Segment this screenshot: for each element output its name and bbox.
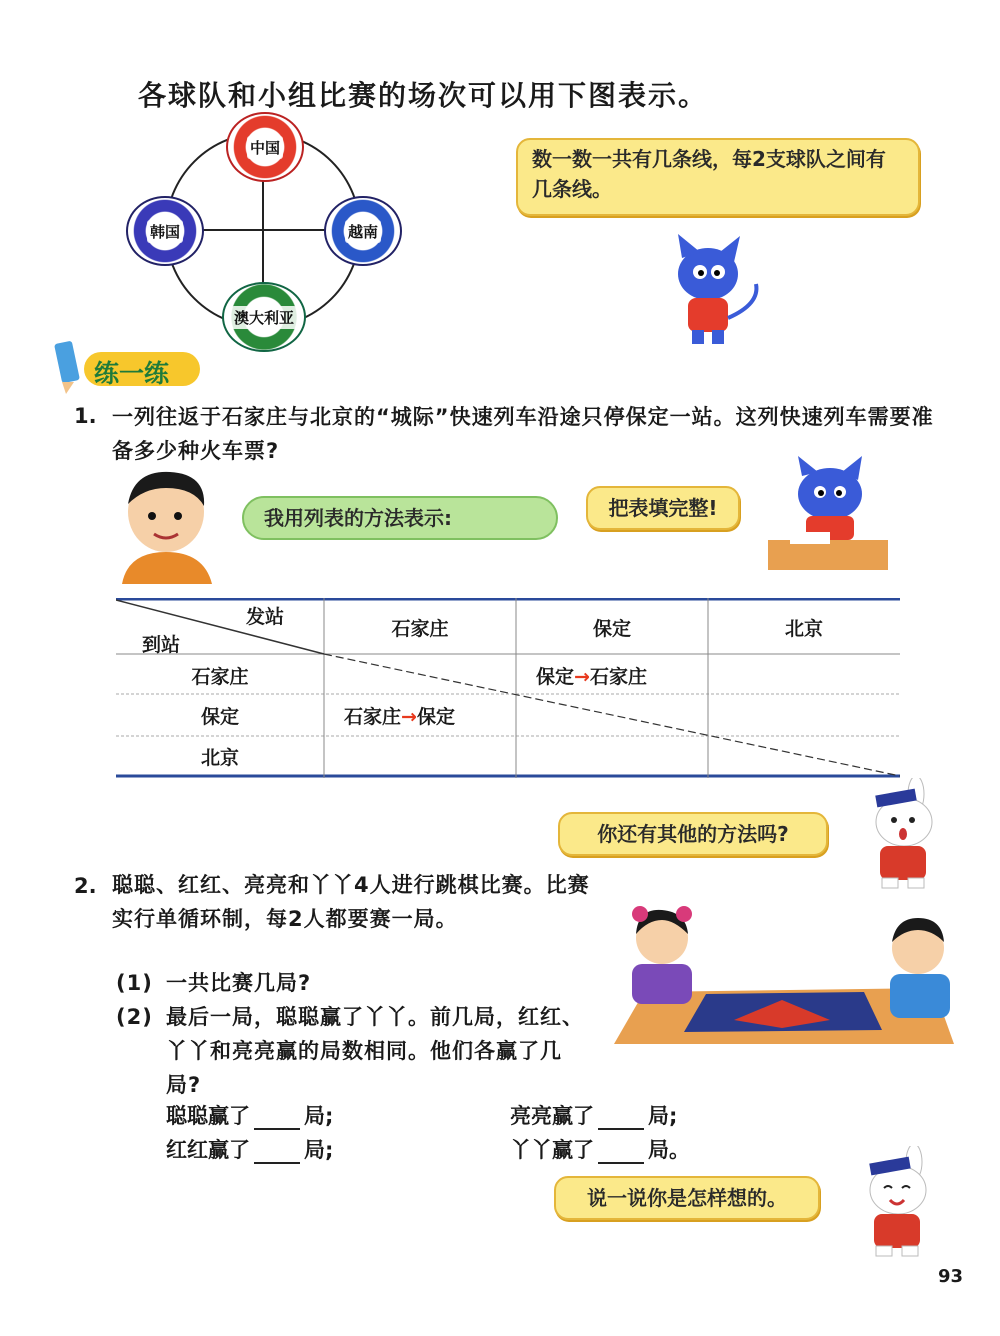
- page-number: 93: [938, 1266, 964, 1287]
- boy-illustration: [114, 466, 218, 584]
- q2-sub2-text: 最后一局，聪聪赢了丫丫。前几局，红红、丫丫和亮亮赢的局数相同。他们各赢了几局?: [166, 1005, 584, 1097]
- corner-label-to: 到站: [142, 634, 181, 656]
- col-header-baoding: 保定: [592, 618, 631, 640]
- team-ball-australia: [222, 282, 306, 352]
- row-header-baoding: 保定: [200, 706, 239, 728]
- answer-suffix: 局;: [304, 1138, 334, 1162]
- practice-title: 练一练: [94, 359, 170, 388]
- boy-speech-bubble: 我用列表的方法表示:: [242, 496, 558, 540]
- cat-writing-illustration: [768, 456, 888, 574]
- q1-number: 1.: [74, 404, 97, 428]
- team-label-australia: 澳大利亚: [231, 306, 297, 329]
- rabbit-speech-bubble-2: 说一说你是怎样想的。: [554, 1176, 820, 1220]
- rabbit-illustration-1: [858, 778, 950, 890]
- intro-heading: 各球队和小组比赛的场次可以用下图表示。: [138, 79, 709, 112]
- answer-suffix: 局;: [648, 1104, 678, 1128]
- rabbit-illustration-2: [852, 1146, 944, 1258]
- girl-shirt: [632, 964, 692, 1004]
- answer-suffix: 局;: [304, 1104, 334, 1128]
- answer-prefix: 丫丫赢了: [510, 1138, 594, 1162]
- ticket-shijiazhuang-to-baoding: [344, 702, 455, 729]
- row-header-beijing: 北京: [200, 747, 239, 769]
- answer-honghong: [166, 1134, 333, 1164]
- answer-blank[interactable]: [254, 1110, 300, 1130]
- blue-cat-illustration: [660, 234, 780, 349]
- answer-blank[interactable]: [598, 1110, 644, 1130]
- arrow-icon: →: [574, 666, 590, 688]
- answer-blank[interactable]: [598, 1144, 644, 1164]
- q1-text: 一列往返于石家庄与北京的“城际”快速列车沿途只停保定一站。这列快速列车需要准备多少种火车票?: [112, 405, 934, 463]
- boy-shirt: [122, 552, 212, 584]
- answer-prefix: 聪聪赢了: [166, 1104, 250, 1128]
- arrow-icon: →: [401, 706, 417, 728]
- kids-checkers-illustration: [614, 904, 958, 1050]
- corner-label-from: 发站: [246, 606, 285, 628]
- ticket-to: 保定: [416, 706, 455, 728]
- team-label-china: 中国: [247, 136, 283, 159]
- practice-badge: [44, 338, 202, 390]
- col-header-shijiazhuang: 石家庄: [391, 618, 449, 640]
- team-label-korea: 韩国: [147, 220, 183, 243]
- answer-liangliang: [510, 1100, 677, 1130]
- cat-shirt: [688, 298, 728, 332]
- ticket-from: 石家庄: [344, 706, 402, 728]
- rabbit-speech-bubble-1: 你还有其他的方法吗?: [558, 812, 828, 856]
- team-ball-china: [226, 112, 304, 182]
- team-label-vietnam: 越南: [345, 220, 381, 243]
- row-header-shijiazhuang: 石家庄: [191, 666, 249, 688]
- answer-prefix: 亮亮赢了: [510, 1104, 594, 1128]
- answer-prefix: 红红赢了: [166, 1138, 250, 1162]
- boy-shirt-2: [890, 974, 950, 1018]
- team-ball-vietnam: [324, 196, 402, 266]
- team-ball-korea: [126, 196, 204, 266]
- desk: [768, 540, 888, 570]
- q2-number: 2.: [74, 874, 97, 898]
- ticket-table: [116, 598, 900, 778]
- col-header-beijing: 北京: [784, 618, 823, 640]
- answer-congcong: [166, 1100, 333, 1130]
- answer-blank[interactable]: [254, 1144, 300, 1164]
- answer-suffix: 局。: [648, 1138, 690, 1162]
- q2-sub1-text: 一共比赛几局?: [166, 971, 312, 995]
- cat-speech-bubble-2: 把表填完整!: [586, 486, 740, 530]
- ticket-from: 保定: [536, 666, 575, 688]
- cat-speech-bubble-1: 数一数一共有几条线，每2支球队之间有几条线。: [516, 138, 920, 216]
- ticket-baoding-to-shijiazhuang: [536, 662, 647, 689]
- ticket-to: 石家庄: [589, 666, 647, 688]
- q2-intro: 聪聪、红红、亮亮和丫丫4人进行跳棋比赛。比赛实行单循环制，每2人都要赛一局。: [112, 873, 590, 931]
- q2-sub2-label: (2): [116, 1005, 153, 1029]
- q2-sub1-label: (1): [116, 971, 153, 995]
- answer-yaya: [510, 1134, 690, 1164]
